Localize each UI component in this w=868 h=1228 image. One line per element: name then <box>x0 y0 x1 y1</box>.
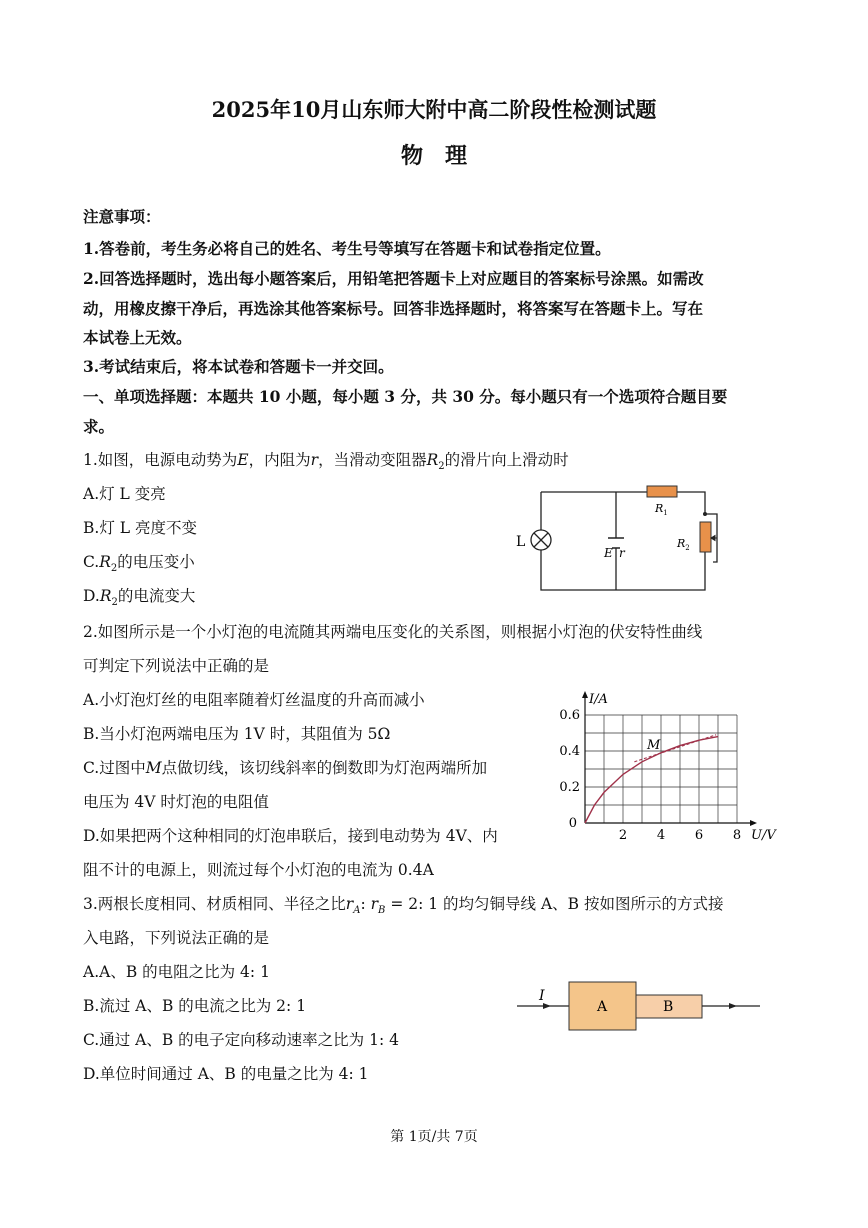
q3-option-a: A.A、B 的电阻之比为 4: 1 <box>83 963 270 981</box>
q2-option-d-line-2: 阻不计的电源上，则流过每个小灯泡的电流为 0.4A <box>83 861 434 879</box>
q3-option-c: C.通过 A、B 的电子定向移动速率之比为 1: 4 <box>83 1031 399 1049</box>
q1-option-b: B.灯 L 亮度不变 <box>83 519 197 537</box>
y-tick-label: 0.4 <box>559 744 580 759</box>
resistor-r2 <box>700 522 711 552</box>
q2-option-c-line-1: C.过图中M点做切线，该切线斜率的倒数即为灯泡两端所加 <box>83 759 488 777</box>
notice-item-2-line-2: 动，用橡皮擦干净后，再选涂其他答案标号。回答非选择题时，将答案写在答题卡上。写在 <box>83 299 704 318</box>
y-axis-arrow <box>582 691 588 698</box>
y-axis-label: I/A <box>589 692 608 707</box>
x-tick-label: 6 <box>694 828 704 843</box>
exam-title: 2025年10月山东师大附中高二阶段性检测试题 <box>211 97 657 122</box>
q1-circuit-diagram <box>505 480 745 600</box>
q2-option-b: B.当小灯泡两端电压为 1V 时，其阻值为 5Ω <box>83 725 391 743</box>
q2-stem-line-2: 可判定下列说法中正确的是 <box>83 657 270 675</box>
point-m-label: M <box>647 738 661 753</box>
q2-option-a: A.小灯泡灯丝的电阻率随着灯丝温度的升高而减小 <box>83 691 425 709</box>
y-tick-label: 0.6 <box>559 708 580 723</box>
subject-title: 物理 <box>400 143 489 169</box>
section-heading-line-2: 求。 <box>83 417 115 436</box>
q1-option-a: A.灯 L 变亮 <box>83 485 166 503</box>
q1-option-c: $C.R_2$的电压变小 <box>83 553 195 575</box>
q3-option-b: B.流过 A、B 的电流之比为 2: 1 <box>83 997 307 1015</box>
r2-label: $R_2$ <box>677 537 690 552</box>
slider-arrow <box>711 536 717 541</box>
q2-option-d-line-1: D.如果把两个这种相同的灯泡串联后，接到电动势为 4V、内 <box>83 827 498 845</box>
q1-stem: 1.如图，电源电动势为E，内阻为r，当滑动变阻器$R_2$的滑片向上滑动时 <box>83 451 569 473</box>
q3-stem-line-1: 3.两根长度相同、材质相同、半径之比$r_A$: $r_B = 2$: 1 的均匀铜导线 A、B 按如图所示的方式接 <box>83 895 724 917</box>
notice-item-2-line-3: 本试卷上无效。 <box>83 328 192 347</box>
x-axis-label: U/V <box>751 828 776 843</box>
notice-item-2-line-1: 2.回答选择题时，选出每小题答案后，用铅笔把答题卡上对应题目的答案标号涂黑。如需改 <box>83 269 704 288</box>
q3-stem-line-2: 入电路，下列说法正确的是 <box>83 929 270 947</box>
q2-option-c-line-2: 电压为 4V 时灯泡的电阻值 <box>83 793 269 811</box>
q1-option-d: $D.R_2$的电流变大 <box>83 587 196 609</box>
section-heading-line-1: 一、单项选择题：本题共 10 小题，每小题 3 分，共 30 分。每小题只有一个选项符合题目要 <box>83 387 728 406</box>
q3-conductor-diagram <box>515 978 765 1038</box>
origin-label: 0 <box>568 816 577 831</box>
page-footer: 第 1页/共 7页 <box>390 1129 478 1145</box>
x-axis-arrow <box>750 820 757 826</box>
x-tick-label: 2 <box>618 828 628 843</box>
conductor-b-label: B <box>663 999 674 1015</box>
x-tick-label: 4 <box>656 828 666 843</box>
notice-item-3: 3.考试结束后，将本试卷和答题卡一并交回。 <box>83 357 394 376</box>
q2-iu-chart <box>555 685 785 845</box>
conductor-a-label: A <box>597 999 608 1015</box>
y-tick-label: 0.2 <box>559 780 580 795</box>
notice-heading: 注意事项： <box>83 207 161 226</box>
r1-label: $R_1$ <box>655 502 668 517</box>
notice-item-1: 1.答卷前，考生务必将自己的姓名、考生号等填写在答题卡和试卷指定位置。 <box>83 239 611 258</box>
internal-r-label: r <box>619 546 625 560</box>
q3-option-d: D.单位时间通过 A、B 的电量之比为 4: 1 <box>83 1065 369 1083</box>
current-label: I <box>539 988 545 1004</box>
resistor-r1 <box>647 486 677 497</box>
q2-stem-line-1: 2.如图所示是一个小灯泡的电流随其两端电压变化的关系图，则根据小灯泡的伏安特性曲线 <box>83 623 703 641</box>
x-tick-label: 8 <box>732 828 742 843</box>
emf-label: E <box>604 546 613 560</box>
lamp-label: L <box>516 534 526 550</box>
